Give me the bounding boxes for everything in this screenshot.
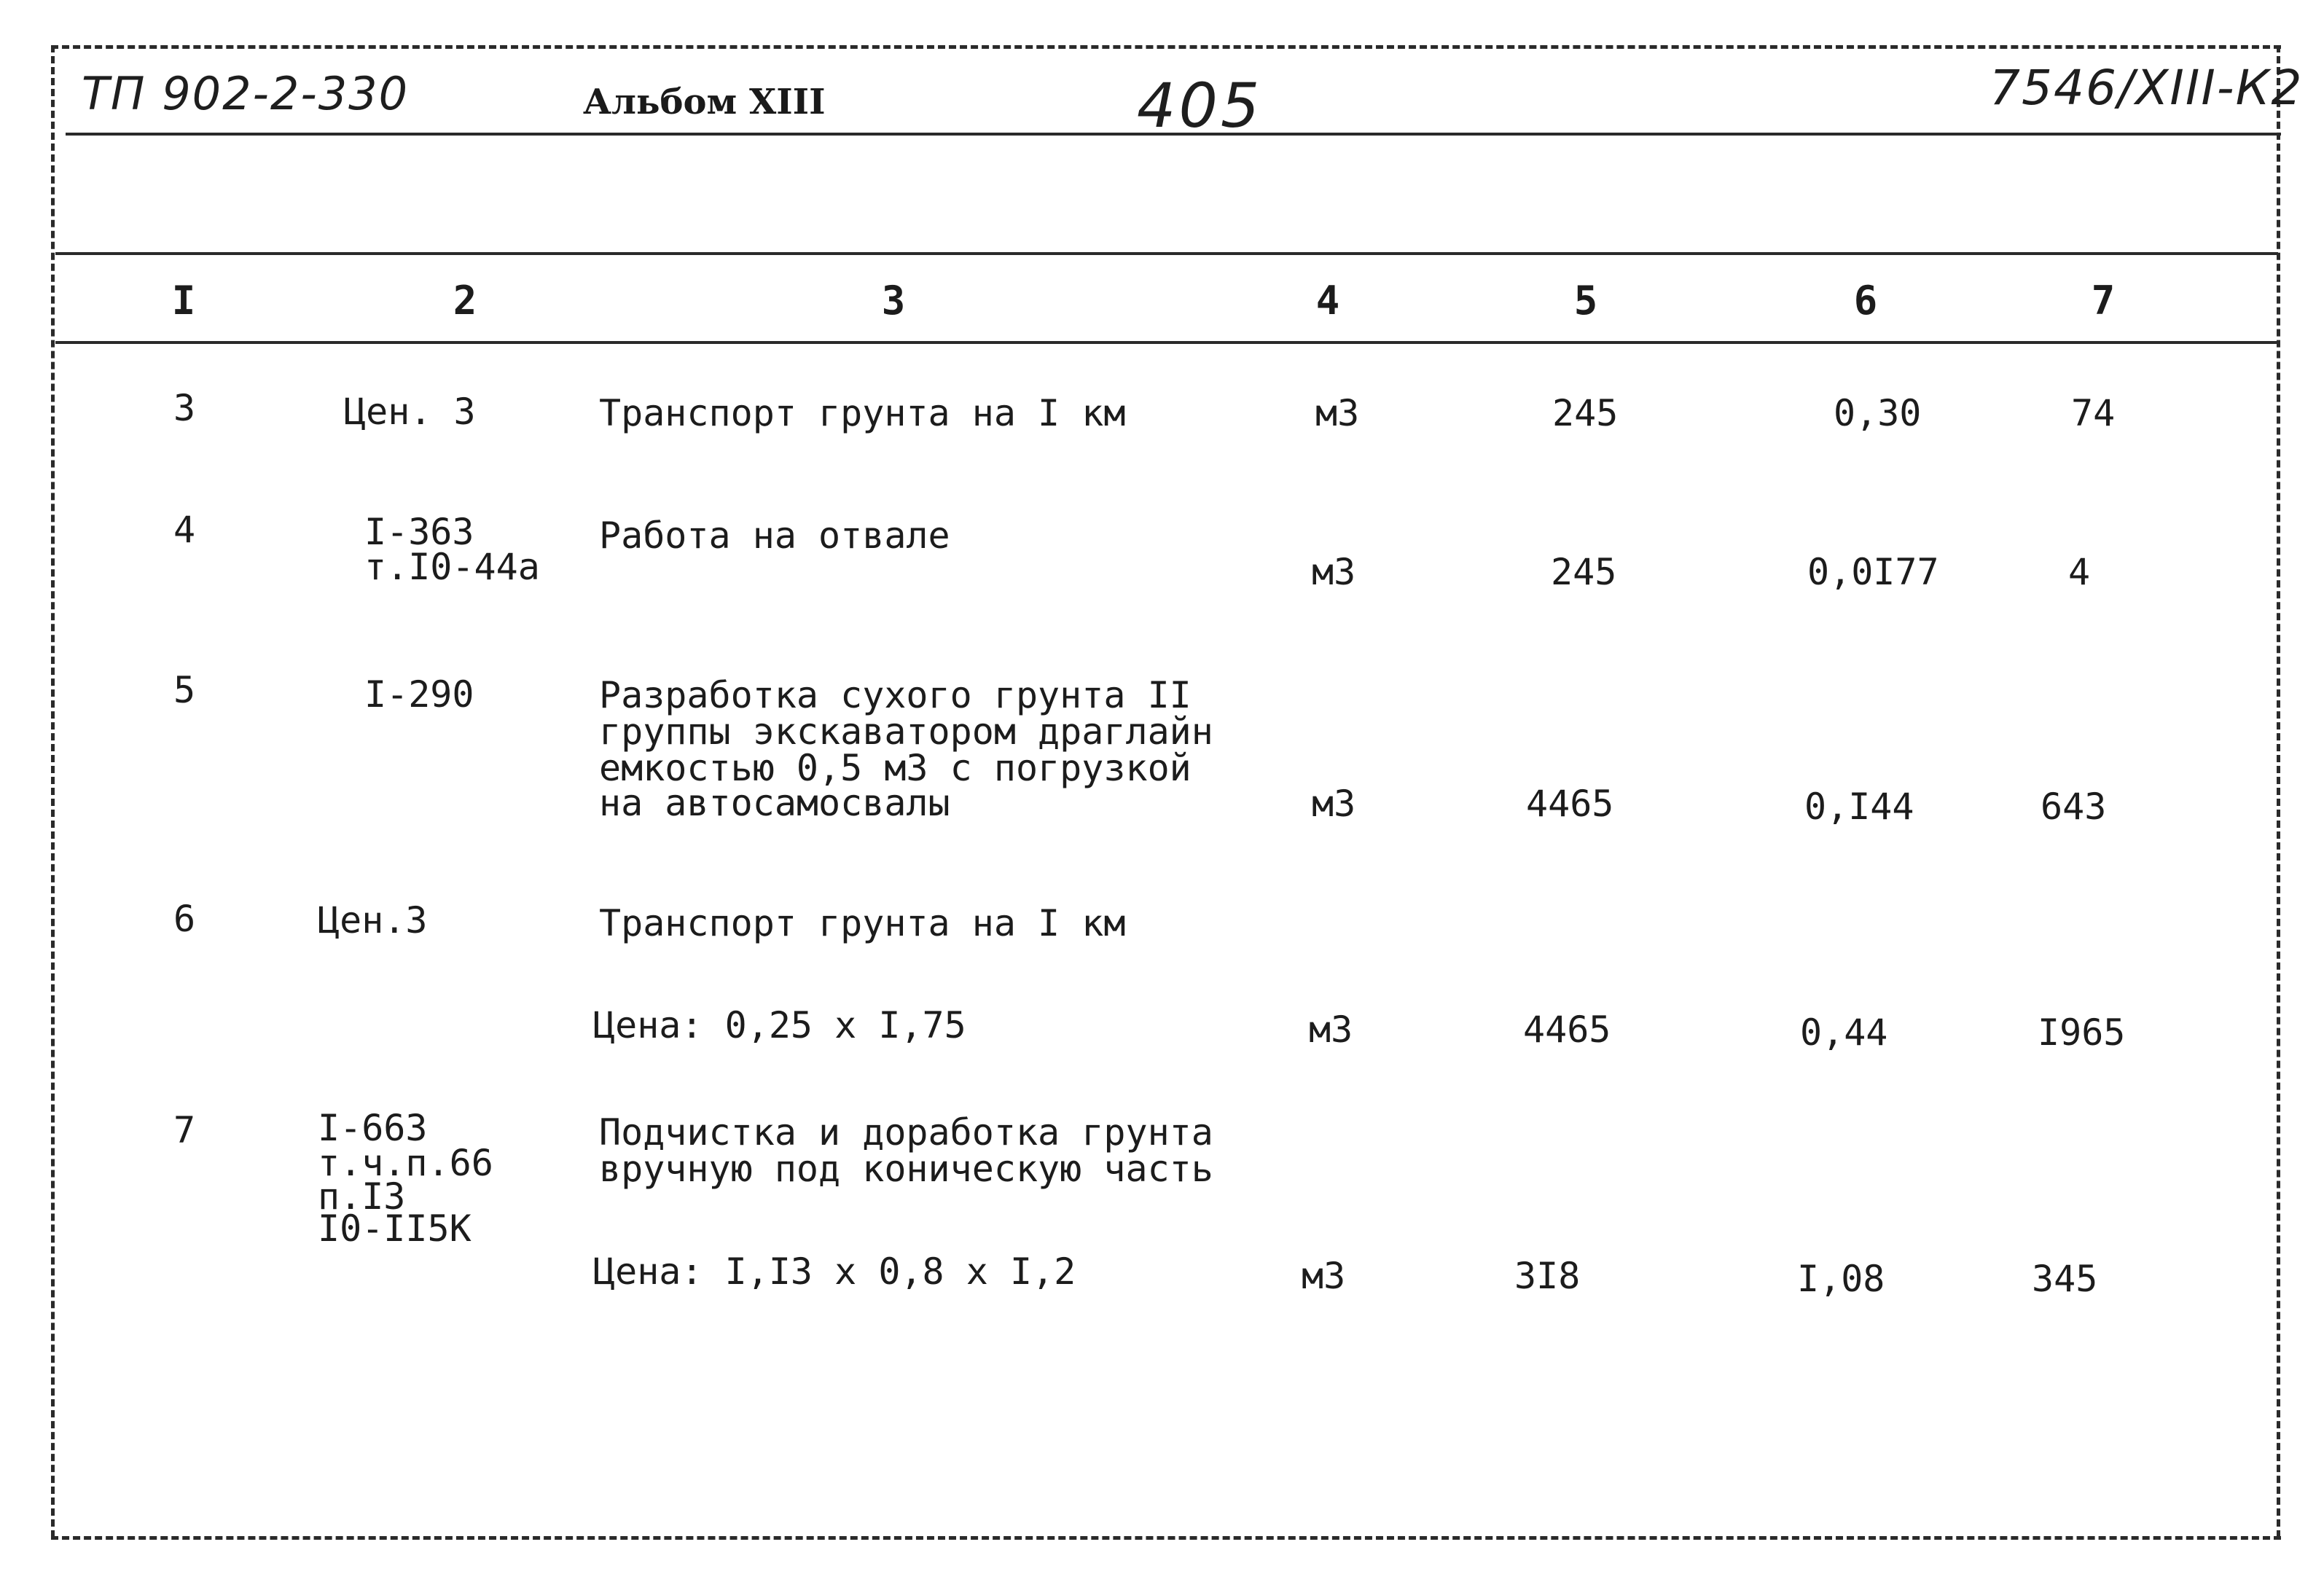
row-unit: м3 xyxy=(1312,783,1356,825)
row-description: Разработка сухого грунта II xyxy=(599,674,1192,716)
row-unit: м3 xyxy=(1312,551,1356,593)
row-total: I965 xyxy=(2038,1011,2126,1054)
column-header-6: 6 xyxy=(1853,278,1878,324)
row-description: группы экскаватором драглайн xyxy=(599,710,1213,753)
row-description: Подчистка и доработка грунта xyxy=(599,1111,1213,1154)
row-code: Цен. 3 xyxy=(344,391,476,433)
row-total: 345 xyxy=(2032,1258,2098,1300)
row-description: Работа на отвале xyxy=(599,514,950,557)
row-code: I-363 xyxy=(364,511,474,553)
row-total: 4 xyxy=(2068,551,2091,593)
row-code: I-290 xyxy=(364,673,474,716)
row-code: Цен.3 xyxy=(318,899,428,941)
row-total: 74 xyxy=(2071,392,2116,434)
row-number: 5 xyxy=(173,669,196,711)
column-header-3: 3 xyxy=(881,278,906,324)
row-quantity: 245 xyxy=(1551,551,1617,593)
album-label: Альбом XIII xyxy=(583,82,826,122)
row-price-formula: Цена: 0,25 х I,75 xyxy=(593,1004,966,1046)
column-header-7: 7 xyxy=(2091,278,2116,324)
row-unit-price: 0,44 xyxy=(1800,1011,1888,1054)
column-header-2: 2 xyxy=(453,278,477,324)
row-description: емкостью 0,5 м3 с погрузкой xyxy=(599,747,1192,789)
row-number: 3 xyxy=(173,387,196,429)
row-code: I-663 xyxy=(318,1107,428,1149)
row-number: 6 xyxy=(173,898,196,940)
frame-left-border xyxy=(51,45,55,1538)
frame-top-border xyxy=(51,45,2281,49)
row-price-formula: Цена: I,I3 х 0,8 х I,2 xyxy=(593,1250,1076,1293)
column-header-4: 4 xyxy=(1315,278,1340,324)
row-unit: м3 xyxy=(1309,1009,1353,1051)
row-number: 4 xyxy=(173,509,196,551)
row-unit-price: 0,I44 xyxy=(1804,786,1914,828)
frame-bottom-border xyxy=(51,1536,2281,1540)
frame-right-border xyxy=(2277,45,2280,1538)
row-quantity: 245 xyxy=(1552,392,1619,434)
row-unit-price: 0,30 xyxy=(1834,392,1922,434)
row-code: т.ч.п.66 xyxy=(318,1142,493,1184)
row-quantity: 3I8 xyxy=(1514,1255,1581,1297)
row-total: 643 xyxy=(2041,786,2107,828)
column-header-1: I xyxy=(171,278,196,324)
row-code: т.I0-44а xyxy=(364,546,540,588)
column-header-top-rule xyxy=(55,252,2278,255)
row-description: вручную под коническую часть xyxy=(599,1148,1213,1190)
row-number: 7 xyxy=(173,1109,196,1151)
row-quantity: 4465 xyxy=(1526,783,1614,825)
row-code: I0-II5К xyxy=(318,1207,472,1250)
row-code: п.I3 xyxy=(318,1175,406,1218)
row-description: на автосамосвалы xyxy=(599,782,950,824)
row-description: Транспорт грунта на I км xyxy=(599,392,1126,434)
archive-number: 7546/XIII-К2 xyxy=(1990,60,2304,116)
row-unit-price: I,08 xyxy=(1797,1258,1885,1300)
doc-code: ТП 902-2-330 xyxy=(82,67,410,120)
row-unit: м3 xyxy=(1302,1255,1346,1297)
column-header-bottom-rule xyxy=(55,341,2278,344)
row-description: Транспорт грунта на I км xyxy=(599,902,1126,944)
row-unit-price: 0,0I77 xyxy=(1807,551,1939,593)
row-quantity: 4465 xyxy=(1523,1009,1611,1051)
row-unit: м3 xyxy=(1315,392,1360,434)
page-number: 405 xyxy=(1137,70,1263,141)
column-header-5: 5 xyxy=(1573,278,1598,324)
